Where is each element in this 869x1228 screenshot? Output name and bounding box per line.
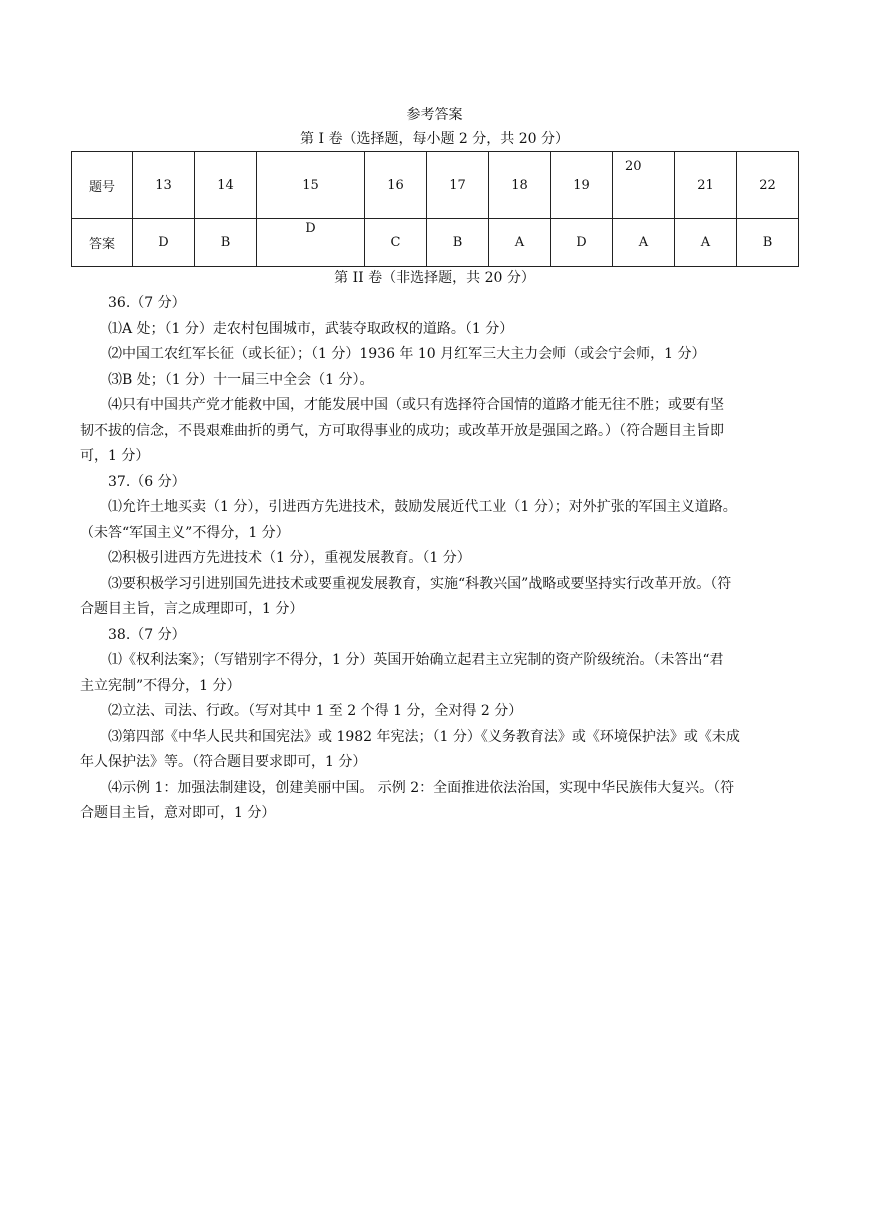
- answer-value: A: [489, 219, 551, 267]
- answer-value: A: [613, 219, 675, 267]
- part1-heading: 第 I 卷（选择题，每小题 2 分，共 20 分）: [300, 131, 569, 147]
- answer-table: [71, 151, 799, 267]
- answer-value: D: [551, 219, 613, 267]
- question-number: 15: [257, 152, 365, 219]
- answer-line: 可，1 分）: [80, 448, 150, 464]
- question-number: 13: [133, 152, 195, 219]
- answer-line: ⑶第四部《中华人民共和国宪法》或 1982 年宪法；（1 分）《义务教育法》或《环境保护法》或《未成: [108, 728, 740, 745]
- answer-value: B: [427, 219, 489, 267]
- row-label-answer: 答案: [72, 219, 133, 267]
- question-heading: 36.（7 分）: [108, 295, 186, 311]
- answer-line: ⑴A 处；（1 分）走农村包围城市，武装夺取政权的道路。（1 分）: [108, 320, 514, 337]
- answer-line: ⑵立法、司法、行政。（写对其中 1 至 2 个得 1 分，全对得 2 分）: [108, 703, 523, 719]
- answer-value-cell: [257, 219, 365, 267]
- answer-value: B: [737, 219, 799, 267]
- answer-line: 韧不拔的信念，不畏艰难曲折的勇气，方可取得事业的成功；或改革开放是强国之路。）（符合题目主旨即: [80, 422, 724, 439]
- question-number: 19: [551, 152, 613, 219]
- answer-line: ⑵积极引进西方先进技术（1 分），重视发展教育。（1 分）: [108, 550, 471, 566]
- answer-line: 年人保护法》等。（符合题目要求即可，1 分）: [80, 754, 367, 770]
- answer-value: D: [133, 219, 195, 267]
- answer-line: ⑴《权利法案》；（写错别字不得分，1 分）英国开始确立起君主立宪制的资产阶级统治。（未答出“君: [108, 652, 724, 668]
- answer-line: ⑶B 处；（1 分）十一届三中全会（1 分）。: [108, 371, 374, 388]
- question-number: 17: [427, 152, 489, 219]
- answer-line: ⑷示例 1：加强法制建设，创建美丽中国。 示例 2：全面推进依法治国，实现中华民族伟大复兴。（符: [108, 779, 735, 796]
- question-number: 18: [489, 152, 551, 219]
- answer-line: ⑶要积极学习引进别国先进技术或要重视发展教育，实施“科教兴国”战略或要坚持实行改革开放。（符: [108, 575, 732, 592]
- answer-row: [72, 219, 799, 267]
- answer-line: ⑵中国工农红军长征（或长征）；（1 分）1936 年 10 月红军三大主力会师（或会宁会师，1 分）: [108, 346, 706, 362]
- part2-heading: 第 II 卷（非选择题，共 20 分）: [334, 270, 535, 286]
- answer-value: A: [675, 219, 737, 267]
- answer-value: D: [305, 220, 316, 236]
- question-number: 14: [195, 152, 257, 219]
- question-row: [72, 152, 799, 219]
- question-number: 16: [365, 152, 427, 219]
- answer-line: （未答“军国主义”不得分，1 分）: [80, 524, 290, 541]
- answer-line: ⑷只有中国共产党才能救中国，才能发展中国（或只有选择符合国情的道路才能无往不胜；或要有坚: [108, 397, 724, 413]
- question-number: 20: [625, 159, 642, 174]
- answer-line: 合题目主旨，意对即可，1 分）: [80, 805, 276, 821]
- question-number: 21: [675, 152, 737, 219]
- answer-line: 主立宪制”不得分，1 分）: [80, 677, 241, 694]
- question-number: 22: [737, 152, 799, 219]
- question-heading: 38.（7 分）: [108, 626, 186, 643]
- answer-value: C: [365, 219, 427, 267]
- answer-line: ⑴允许土地买卖（1 分），引进西方先进技术，鼓励发展近代工业（1 分）；对外扩张的军国主义道路。: [108, 499, 737, 515]
- answer-line: 合题目主旨，言之成理即可，1 分）: [80, 601, 304, 617]
- question-heading: 37.（6 分）: [108, 473, 186, 490]
- row-label-question: 题号: [72, 152, 133, 219]
- answer-value: B: [195, 219, 257, 267]
- page-title: 参考答案: [406, 107, 463, 123]
- answer-body: [80, 291, 792, 827]
- question-number-cell: [613, 152, 675, 219]
